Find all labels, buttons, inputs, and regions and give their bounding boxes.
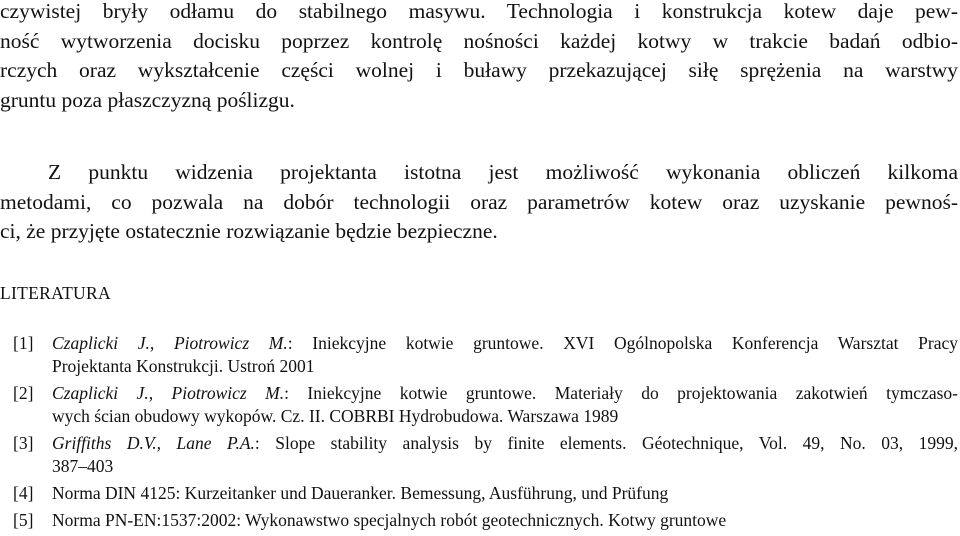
reference-text: : Iniekcyjne kotwie gruntowe. Materiały do projektowania zakotwień tymczaso-: [284, 383, 959, 403]
reference-number: [1]: [13, 333, 34, 353]
reference-item-5: [0, 509, 958, 532]
reference-number: [5]: [13, 510, 34, 530]
reference-authors: Griffiths D.V., Lane P.A.: [52, 433, 255, 453]
reference-item-1: [0, 332, 958, 378]
reference-line: [52, 432, 958, 455]
reference-line: [52, 382, 958, 405]
reference-line: Norma PN-EN:1537:2002: Wykonawstwo specjalnych robót geotechnicznych. Kotwy gruntowe: [52, 510, 727, 530]
reference-line: 387–403: [52, 456, 114, 476]
reference-list: [0, 332, 958, 536]
text-line: rczych oraz wykształcenie części wolnej i buławy przekazującej siłę sprężenia na warstwy: [0, 58, 958, 82]
text-line: czywistej bryły odłamu do stabilnego masywu. Technologia i konstrukcja kotew daje pew-: [0, 0, 958, 23]
reference-line: Norma DIN 4125: Kurzeitanker und Daueranker. Bemessung, Ausführung, und Prüfung: [52, 483, 669, 503]
references-heading: LITERATURA: [0, 283, 111, 303]
text-line: metodami, co pozwala na dobór technologii oraz parametrów kotew oraz uzyskanie pewnoś-: [0, 189, 958, 214]
text-line: gruntu poza płaszczyzną poślizgu.: [0, 87, 295, 112]
reference-item-4: [0, 482, 958, 505]
reference-item-2: [0, 382, 958, 428]
reference-item-3: [0, 432, 958, 478]
reference-text: : Slope stability analysis by finite elements. Géotechnique, Vol. 49, No. 03, 1999,: [254, 433, 959, 453]
reference-number: [3]: [13, 433, 34, 453]
paragraph-1: [0, 0, 958, 115]
reference-line: Projektanta Konstrukcji. Ustroń 2001: [52, 356, 315, 376]
reference-number: [4]: [13, 483, 34, 503]
reference-number: [2]: [13, 383, 34, 403]
paragraph-2: [0, 158, 958, 247]
reference-authors: Czaplicki J., Piotrowicz M.: [52, 383, 285, 403]
reference-text: : Iniekcyjne kotwie gruntowe. XVI Ogólnopolska Konferencja Warsztat Pracy: [287, 333, 958, 353]
text-line: ność wytworzenia docisku poprzez kontrolę nośności każdej kotwy w trakcie badań odbio-: [0, 28, 958, 53]
reference-line: [52, 332, 958, 355]
text-line: ci, że przyjęte ostatecznie rozwiązanie będzie bezpieczne.: [0, 219, 498, 243]
reference-line: wych ścian obudowy wykopów. Cz. II. COBRBI Hydrobudowa. Warszawa 1989: [52, 406, 619, 426]
text-line: Z punktu widzenia projektanta istotna jest możliwość wykonania obliczeń kilkoma: [48, 160, 958, 184]
reference-authors: Czaplicki J., Piotrowicz M.: [52, 333, 288, 353]
